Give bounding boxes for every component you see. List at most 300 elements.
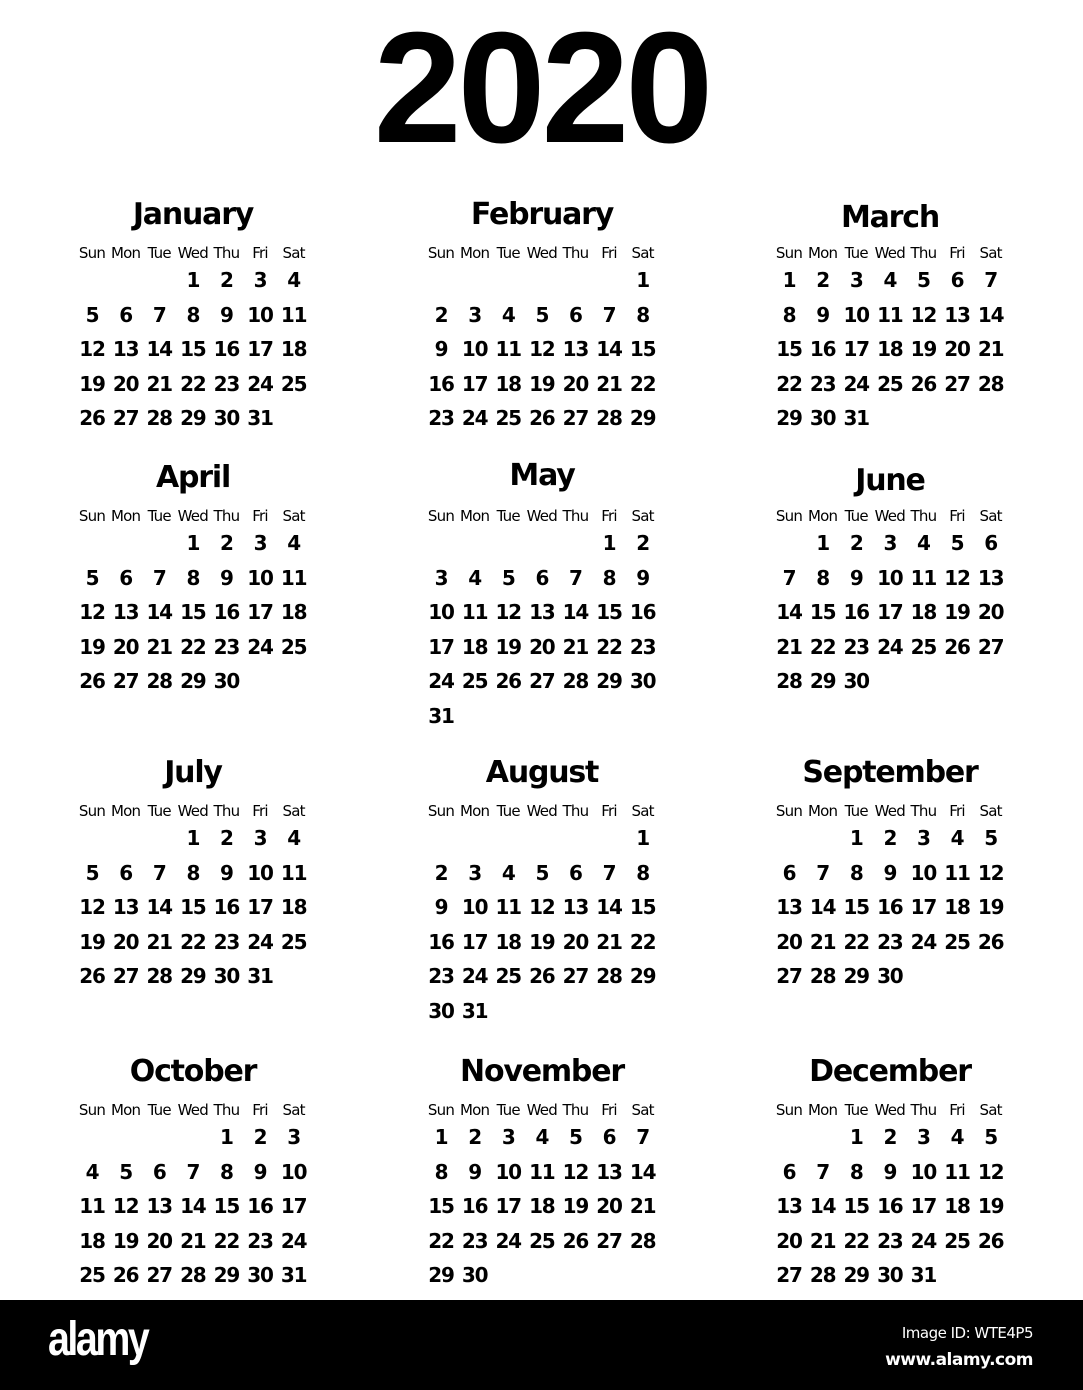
day-cell: 27 [529, 669, 555, 694]
day-cell: 27 [977, 634, 1004, 659]
day-cell: 3 [917, 1125, 930, 1149]
day-cell: 15 [809, 600, 836, 625]
day-cell: 26 [495, 669, 521, 694]
day-cell: 24 [910, 1228, 937, 1253]
watermark-bar [0, 1300, 1083, 1390]
day-cell: 7 [186, 1159, 200, 1184]
day-cell: 20 [529, 634, 555, 659]
day-cell: 8 [186, 302, 200, 327]
day-cell: 9 [220, 860, 233, 885]
weekday-label: Sat [631, 1101, 654, 1119]
day-cell: 13 [776, 1194, 802, 1219]
month-title: February [470, 197, 614, 232]
day-cell: 29 [629, 964, 656, 989]
day-cell: 21 [180, 1228, 206, 1253]
day-cell: 21 [596, 371, 622, 396]
day-cell: 18 [495, 929, 521, 954]
day-cell: 22 [596, 634, 622, 659]
day-cell: 15 [180, 600, 206, 625]
weekday-label: Mon [807, 244, 838, 262]
weekday-label: Wed [874, 507, 905, 525]
day-cell: 28 [146, 406, 172, 431]
day-cell: 25 [495, 964, 521, 989]
day-cell: 10 [910, 1159, 937, 1184]
weekday-label: Tue [844, 244, 868, 262]
day-cell: 2 [816, 268, 829, 292]
weekday-label: Tue [147, 507, 171, 525]
weekday-label: Sat [282, 802, 305, 820]
day-cell: 29 [596, 669, 622, 694]
day-cell: 26 [977, 1228, 1004, 1253]
day-cell: 14 [180, 1194, 206, 1219]
day-cell: 14 [809, 1194, 836, 1219]
day-cell: 5 [950, 531, 964, 555]
weekday-label: Wed [177, 802, 208, 820]
day-cell: 30 [877, 1263, 903, 1288]
day-cell: 16 [629, 600, 656, 625]
weekday-label: Thu [562, 507, 589, 525]
weekday-label: Thu [213, 1101, 240, 1119]
day-cell: 21 [146, 929, 172, 954]
day-cell: 1 [849, 826, 863, 850]
day-cell: 4 [883, 268, 897, 292]
weekday-label: Sat [282, 244, 305, 262]
day-cell: 4 [287, 268, 300, 292]
day-cell: 9 [883, 860, 897, 885]
day-cell: 5 [535, 302, 549, 327]
weekday-label: Mon [459, 802, 490, 820]
day-cell: 12 [562, 1159, 589, 1184]
day-cell: 31 [843, 406, 869, 431]
month-title: December [809, 1054, 971, 1089]
day-cell: 18 [944, 1194, 970, 1219]
weekday-label: Fri [252, 507, 268, 525]
day-cell: 9 [220, 565, 233, 590]
weekday-label: Wed [874, 802, 905, 820]
day-cell: 28 [809, 964, 836, 989]
day-cell: 3 [501, 1125, 515, 1149]
day-cell: 16 [428, 371, 454, 396]
day-cell: 28 [146, 669, 172, 694]
day-cell: 15 [629, 895, 656, 920]
day-cell: 3 [253, 826, 267, 850]
day-cell: 28 [776, 669, 802, 694]
weekday-label: Wed [526, 1101, 557, 1119]
day-cell: 4 [950, 1125, 964, 1149]
day-cell: 7 [816, 860, 829, 885]
weekday-label: Thu [910, 1101, 937, 1119]
weekday-label: Thu [562, 802, 589, 820]
day-cell: 5 [501, 565, 515, 590]
day-cell: 10 [910, 860, 937, 885]
weekday-label: Tue [844, 507, 868, 525]
day-cell: 15 [180, 895, 206, 920]
day-cell: 17 [247, 895, 273, 920]
day-cell: 7 [152, 565, 166, 590]
day-cell: 3 [253, 268, 267, 292]
day-cell: 4 [917, 531, 930, 555]
day-cell: 18 [529, 1194, 555, 1219]
day-cell: 2 [434, 860, 448, 885]
weekday-label: Sun [427, 1101, 455, 1119]
day-cell: 31 [461, 999, 488, 1023]
day-cell: 14 [809, 895, 836, 920]
weekday-label: Mon [459, 507, 490, 525]
weekday-label: Sun [78, 802, 106, 820]
day-cell: 21 [146, 371, 172, 396]
weekday-label: Thu [562, 244, 589, 262]
weekday-label: Sat [979, 244, 1002, 262]
day-cell: 1 [782, 268, 796, 292]
day-cell: 2 [253, 1125, 267, 1149]
day-cell: 16 [461, 1194, 488, 1219]
weekday-label: Thu [213, 802, 240, 820]
day-cell: 17 [461, 371, 488, 396]
day-cell: 20 [944, 337, 970, 362]
day-cell: 21 [596, 929, 622, 954]
day-cell: 19 [910, 337, 937, 362]
day-cell: 20 [112, 929, 139, 954]
day-cell: 5 [85, 565, 99, 590]
weekday-label: Mon [459, 244, 490, 262]
day-cell: 13 [529, 600, 555, 625]
day-cell: 25 [877, 371, 903, 396]
day-cell: 15 [428, 1194, 454, 1219]
day-cell: 20 [562, 929, 589, 954]
day-cell: 5 [85, 860, 99, 885]
day-cell: 25 [280, 371, 307, 396]
day-cell: 6 [569, 302, 582, 327]
day-cell: 15 [180, 337, 206, 362]
day-cell: 31 [910, 1263, 937, 1288]
weekday-label: Mon [110, 244, 141, 262]
weekday-label: Sun [775, 1101, 803, 1119]
weekday-label: Fri [601, 802, 617, 820]
weekday-label: Wed [177, 244, 208, 262]
day-cell: 21 [146, 634, 172, 659]
day-cell: 2 [883, 826, 897, 850]
day-cell: 19 [79, 634, 105, 659]
day-cell: 30 [877, 964, 903, 989]
day-cell: 22 [180, 929, 206, 954]
day-cell: 26 [79, 406, 105, 431]
weekday-label: Wed [874, 244, 905, 262]
day-cell: 27 [944, 371, 970, 396]
day-cell: 16 [213, 600, 240, 625]
day-cell: 8 [186, 860, 200, 885]
weekday-label: Sat [631, 507, 654, 525]
day-cell: 8 [220, 1159, 233, 1184]
day-cell: 27 [776, 1263, 802, 1288]
day-cell: 9 [468, 1159, 481, 1184]
weekday-label: Sun [78, 507, 106, 525]
weekday-label: Fri [949, 507, 965, 525]
day-cell: 20 [977, 600, 1004, 625]
weekday-label: Tue [496, 507, 520, 525]
day-cell: 9 [220, 302, 233, 327]
weekday-label: Wed [526, 244, 557, 262]
day-cell: 15 [843, 1194, 869, 1219]
day-cell: 26 [529, 406, 555, 431]
day-cell: 20 [596, 1194, 622, 1219]
weekday-label: Fri [601, 244, 617, 262]
day-cell: 19 [977, 1194, 1004, 1219]
weekday-label: Tue [496, 802, 520, 820]
day-cell: 24 [910, 929, 937, 954]
day-cell: 2 [220, 531, 233, 555]
weekday-label: Sat [979, 1101, 1002, 1119]
day-cell: 8 [849, 1159, 863, 1184]
day-cell: 13 [112, 895, 139, 920]
weekday-label: Fri [252, 802, 268, 820]
weekday-label: Mon [807, 1101, 838, 1119]
day-cell: 20 [776, 1228, 802, 1253]
day-cell: 6 [535, 565, 549, 590]
day-cell: 22 [213, 1228, 240, 1253]
day-cell: 29 [843, 1263, 869, 1288]
day-cell: 25 [944, 929, 970, 954]
day-cell: 3 [883, 531, 897, 555]
day-cell: 15 [213, 1194, 240, 1219]
day-cell: 28 [596, 964, 622, 989]
day-cell: 17 [247, 337, 273, 362]
day-cell: 8 [636, 302, 649, 327]
day-cell: 26 [977, 929, 1004, 954]
day-cell: 8 [434, 1159, 448, 1184]
day-cell: 15 [776, 337, 802, 362]
day-cell: 6 [119, 302, 132, 327]
day-cell: 18 [280, 337, 307, 362]
day-cell: 27 [112, 669, 139, 694]
day-cell: 29 [809, 669, 836, 694]
day-cell: 11 [280, 302, 307, 327]
day-cell: 13 [562, 895, 589, 920]
day-cell: 18 [280, 600, 307, 625]
day-cell: 17 [495, 1194, 521, 1219]
day-cell: 6 [152, 1159, 166, 1184]
day-cell: 16 [877, 895, 903, 920]
weekday-label: Sun [775, 507, 803, 525]
day-cell: 25 [280, 929, 307, 954]
day-cell: 1 [186, 826, 200, 850]
day-cell: 24 [461, 964, 488, 989]
day-cell: 10 [495, 1159, 521, 1184]
day-cell: 6 [984, 531, 997, 555]
day-cell: 16 [809, 337, 836, 362]
day-cell: 25 [461, 669, 488, 694]
day-cell: 8 [816, 565, 829, 590]
day-cell: 5 [984, 1125, 997, 1149]
day-cell: 2 [434, 302, 448, 327]
day-cell: 27 [146, 1263, 172, 1288]
day-cell: 4 [501, 860, 515, 885]
day-cell: 7 [782, 565, 796, 590]
day-cell: 9 [849, 565, 863, 590]
day-cell: 25 [529, 1228, 555, 1253]
day-cell: 9 [816, 302, 829, 327]
day-cell: 30 [428, 999, 454, 1023]
day-cell: 11 [944, 1159, 970, 1184]
weekday-label: Fri [949, 802, 965, 820]
day-cell: 14 [596, 895, 622, 920]
day-cell: 19 [529, 371, 555, 396]
day-cell: 13 [562, 337, 589, 362]
image-id: Image ID: WTE4P5 [901, 1324, 1033, 1342]
day-cell: 21 [562, 634, 589, 659]
day-cell: 13 [776, 895, 802, 920]
day-cell: 23 [247, 1228, 273, 1253]
day-cell: 14 [596, 337, 622, 362]
day-cell: 11 [944, 860, 970, 885]
month-title: May [509, 458, 575, 493]
day-cell: 26 [112, 1263, 139, 1288]
day-cell: 20 [562, 371, 589, 396]
day-cell: 23 [428, 406, 454, 431]
day-cell: 8 [782, 302, 796, 327]
day-cell: 5 [119, 1159, 132, 1184]
weekday-label: Thu [213, 244, 240, 262]
day-cell: 15 [843, 895, 869, 920]
day-cell: 7 [152, 302, 166, 327]
weekday-label: Sat [631, 802, 654, 820]
day-cell: 1 [602, 531, 616, 555]
day-cell: 23 [877, 929, 903, 954]
weekday-label: Sun [78, 244, 106, 262]
day-cell: 22 [180, 371, 206, 396]
day-cell: 28 [562, 669, 589, 694]
day-cell: 22 [428, 1228, 454, 1253]
day-cell: 11 [79, 1194, 105, 1219]
day-cell: 3 [849, 268, 863, 292]
day-cell: 17 [247, 600, 273, 625]
weekday-label: Mon [807, 802, 838, 820]
day-cell: 6 [602, 1125, 616, 1149]
day-cell: 6 [782, 1159, 796, 1184]
day-cell: 10 [428, 600, 454, 625]
year-title: 2020 [373, 0, 710, 176]
day-cell: 19 [112, 1228, 139, 1253]
weekday-label: Tue [844, 1101, 868, 1119]
day-cell: 2 [220, 268, 233, 292]
day-cell: 10 [461, 895, 488, 920]
day-cell: 29 [180, 406, 206, 431]
day-cell: 28 [596, 406, 622, 431]
day-cell: 1 [186, 268, 200, 292]
day-cell: 1 [636, 268, 649, 292]
day-cell: 6 [119, 565, 132, 590]
alamy-logo: alamy [48, 1313, 148, 1366]
month-title: June [855, 463, 925, 498]
day-cell: 29 [180, 669, 206, 694]
weekday-label: Sat [282, 507, 305, 525]
day-cell: 24 [428, 669, 454, 694]
day-cell: 16 [843, 600, 869, 625]
day-cell: 19 [495, 634, 521, 659]
day-cell: 12 [944, 565, 970, 590]
weekday-label: Sun [427, 507, 455, 525]
day-cell: 24 [247, 634, 273, 659]
day-cell: 11 [910, 565, 937, 590]
day-cell: 3 [917, 826, 930, 850]
day-cell: 16 [877, 1194, 903, 1219]
day-cell: 12 [977, 1159, 1004, 1184]
day-cell: 12 [910, 302, 937, 327]
day-cell: 7 [569, 565, 582, 590]
day-cell: 17 [877, 600, 903, 625]
day-cell: 5 [984, 826, 997, 850]
weekday-label: Wed [526, 507, 557, 525]
day-cell: 28 [180, 1263, 206, 1288]
day-cell: 24 [877, 634, 903, 659]
day-cell: 1 [849, 1125, 863, 1149]
day-cell: 24 [495, 1228, 521, 1253]
weekday-label: Wed [526, 802, 557, 820]
day-cell: 30 [247, 1263, 273, 1288]
day-cell: 22 [809, 634, 836, 659]
day-cell: 5 [85, 302, 99, 327]
day-cell: 19 [944, 600, 970, 625]
day-cell: 30 [213, 406, 240, 431]
day-cell: 26 [529, 964, 555, 989]
day-cell: 7 [636, 1125, 649, 1149]
day-cell: 12 [79, 600, 105, 625]
day-cell: 6 [119, 860, 132, 885]
day-cell: 8 [186, 565, 200, 590]
weekday-label: Fri [949, 1101, 965, 1119]
day-cell: 17 [843, 337, 869, 362]
day-cell: 13 [944, 302, 970, 327]
day-cell: 5 [569, 1125, 582, 1149]
day-cell: 23 [877, 1228, 903, 1253]
day-cell: 10 [461, 337, 488, 362]
day-cell: 23 [213, 929, 240, 954]
day-cell: 7 [984, 268, 997, 292]
weekday-label: Fri [252, 244, 268, 262]
day-cell: 4 [287, 531, 300, 555]
day-cell: 4 [468, 565, 481, 590]
weekday-label: Wed [874, 1101, 905, 1119]
month-title: September [802, 755, 978, 790]
day-cell: 31 [247, 406, 273, 431]
day-cell: 10 [877, 565, 903, 590]
day-cell: 10 [247, 302, 273, 327]
month-title: July [164, 755, 222, 790]
day-cell: 14 [562, 600, 589, 625]
day-cell: 6 [782, 860, 796, 885]
day-cell: 11 [461, 600, 488, 625]
day-cell: 31 [280, 1263, 307, 1288]
day-cell: 17 [280, 1194, 307, 1219]
day-cell: 30 [213, 964, 240, 989]
day-cell: 11 [280, 565, 307, 590]
day-cell: 23 [428, 964, 454, 989]
weekday-label: Thu [213, 507, 240, 525]
day-cell: 12 [112, 1194, 139, 1219]
day-cell: 24 [843, 371, 869, 396]
day-cell: 27 [776, 964, 802, 989]
day-cell: 27 [112, 406, 139, 431]
weekday-label: Sun [775, 244, 803, 262]
weekday-label: Tue [147, 1101, 171, 1119]
day-cell: 23 [461, 1228, 488, 1253]
weekday-label: Sat [631, 244, 654, 262]
month-title: March [840, 200, 940, 235]
weekday-label: Fri [252, 1101, 268, 1119]
weekday-label: Mon [110, 1101, 141, 1119]
day-cell: 9 [253, 1159, 267, 1184]
day-cell: 20 [146, 1228, 172, 1253]
day-cell: 26 [910, 371, 937, 396]
